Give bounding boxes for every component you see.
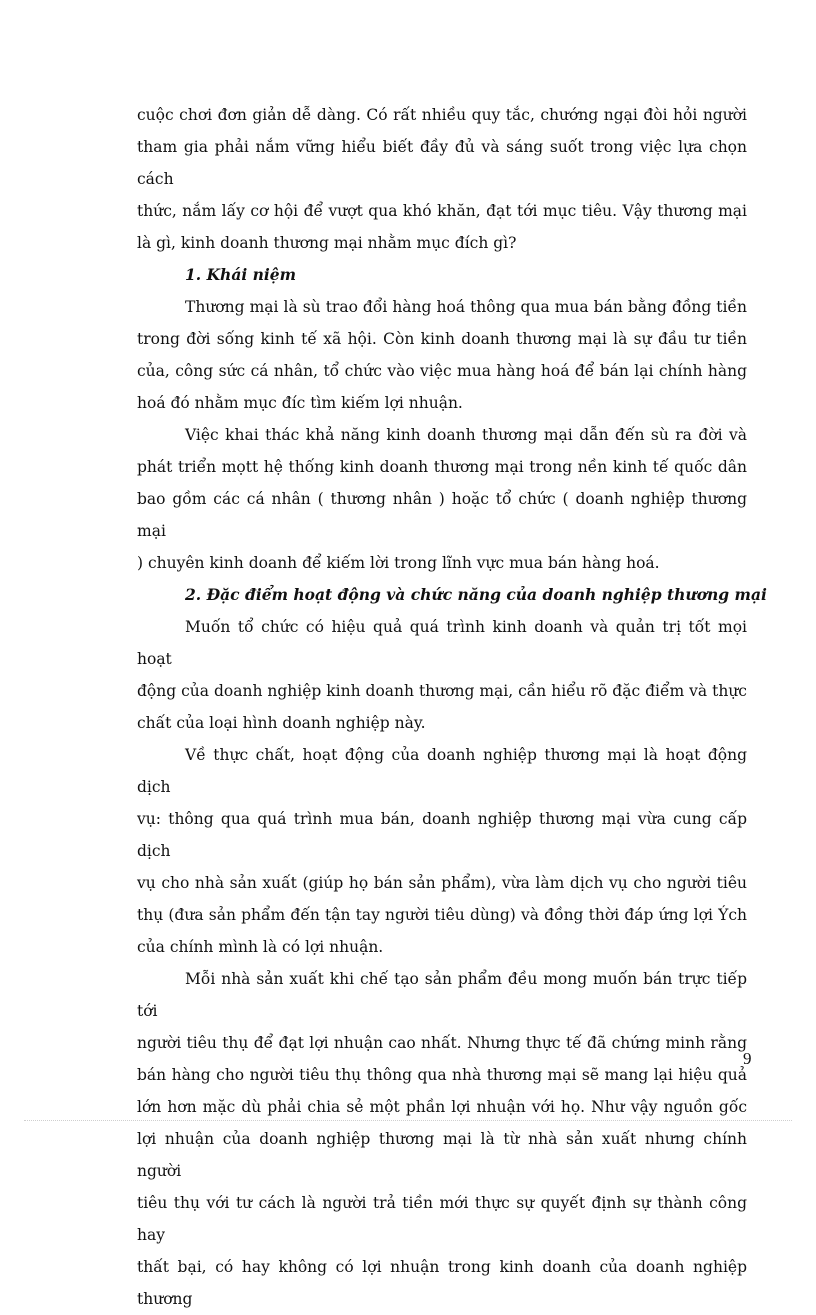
paragraph-line: lợi nhuận của doanh nghiệp thương mại là từ nhà sản xuất nhưng chính người — [137, 1130, 747, 1180]
paragraph-line: là gì, kinh doanh thương mại nhằm mục đích gì? — [137, 234, 517, 252]
paragraph-line: hoá đó nhằm mục đíc tìm kiếm lợi nhuận. — [137, 394, 463, 412]
paragraph-line: vụ: thông qua quá trình mua bán, doanh nghiệp thương mại vừa cung cấp dịch — [137, 810, 747, 860]
paragraph-line: lớn hơn mặc dù phải chia sẻ một phần lợi nhuận với họ. Như vậy nguồn gốc — [137, 1098, 747, 1116]
paragraph-line: thụ (đưa sản phẩm đến tận tay người tiêu dùng) và đồng thời đáp ứng lợi Ých — [137, 906, 747, 924]
paragraph-line: phát triển mọtt hệ thống kinh doanh thương mại trong nền kinh tế quốc dân — [137, 458, 747, 476]
paragraph-line: tiêu thụ với tư cách là người trả tiền mới thực sự quyết định sự thành công hay — [137, 1194, 747, 1244]
paragraph-line: người tiêu thụ để đạt lợi nhuận cao nhất. Nhưng thực tế đã chứng minh rằng — [137, 1034, 747, 1052]
paragraph-line: cuộc chơi đơn giản dễ dàng. Có rất nhiều quy tắc, chướng ngại đòi hỏi người — [137, 106, 747, 124]
paragraph-line: động của doanh nghiệp kinh doanh thương mại, cần hiểu rõ đặc điểm và thực — [137, 682, 747, 700]
paragraph-line: thức, nắm lấy cơ hội để vượt qua khó khăn, đạt tới mục tiêu. Vậy thương mại — [137, 202, 747, 220]
paragraph-line: của chính mình là có lợi nhuận. — [137, 938, 384, 956]
page-body — [137, 99, 767, 1315]
paragraph-line: của, công sức cá nhân, tổ chức vào việc mua hàng hoá để bán lại chính hàng — [137, 362, 747, 380]
paragraph-line: vụ cho nhà sản xuất (giúp họ bán sản phẩm), vừa làm dịch vụ cho người tiêu — [137, 874, 747, 892]
paragraph-line: chất của loại hình doanh nghiệp này. — [137, 714, 426, 732]
footer-divider — [24, 1120, 792, 1121]
section-heading: 1. Khái niệm — [185, 265, 297, 284]
paragraph-line: bao gồm các cá nhân ( thương nhân ) hoặc tổ chức ( doanh nghiệp thương mại — [137, 490, 747, 540]
paragraph-line: Thương mại là sù trao đổi hàng hoá thông qua mua bán bằng đồng tiền — [185, 298, 747, 316]
paragraph-line: trong đời sống kinh tế xã hội. Còn kinh doanh thương mại là sự đầu tư tiền — [137, 330, 747, 348]
paragraph-line: Mỗi nhà sản xuất khi chế tạo sản phẩm đều mong muốn bán trực tiếp tới — [137, 970, 747, 1020]
paragraph-line: Muốn tổ chức có hiệu quả quá trình kinh doanh và quản trị tốt mọi hoạt — [137, 618, 747, 668]
paragraph-line: thất bại, có hay không có lợi nhuận trong kinh doanh của doanh nghiệp thương — [137, 1258, 747, 1308]
section-heading: 2. Đặc điểm hoạt động và chức năng của doanh nghiệp thương mại — [185, 585, 767, 604]
paragraph-line: ) chuyên kinh doanh để kiếm lời trong lĩnh vực mua bán hàng hoá. — [137, 554, 660, 572]
page-number: 9 — [743, 1049, 752, 1068]
paragraph-line: bán hàng cho người tiêu thụ thông qua nhà thương mại sẽ mang lại hiệu quả — [137, 1066, 747, 1084]
paragraph-line: tham gia phải nắm vững hiểu biết đầy đủ và sáng suốt trong việc lựa chọn cách — [137, 138, 747, 188]
paragraph-line: Về thực chất, hoạt động của doanh nghiệp thương mại là hoạt động dịch — [137, 746, 747, 796]
paragraph-line: Việc khai thác khả năng kinh doanh thương mại dẫn đến sù ra đời và — [185, 426, 747, 444]
